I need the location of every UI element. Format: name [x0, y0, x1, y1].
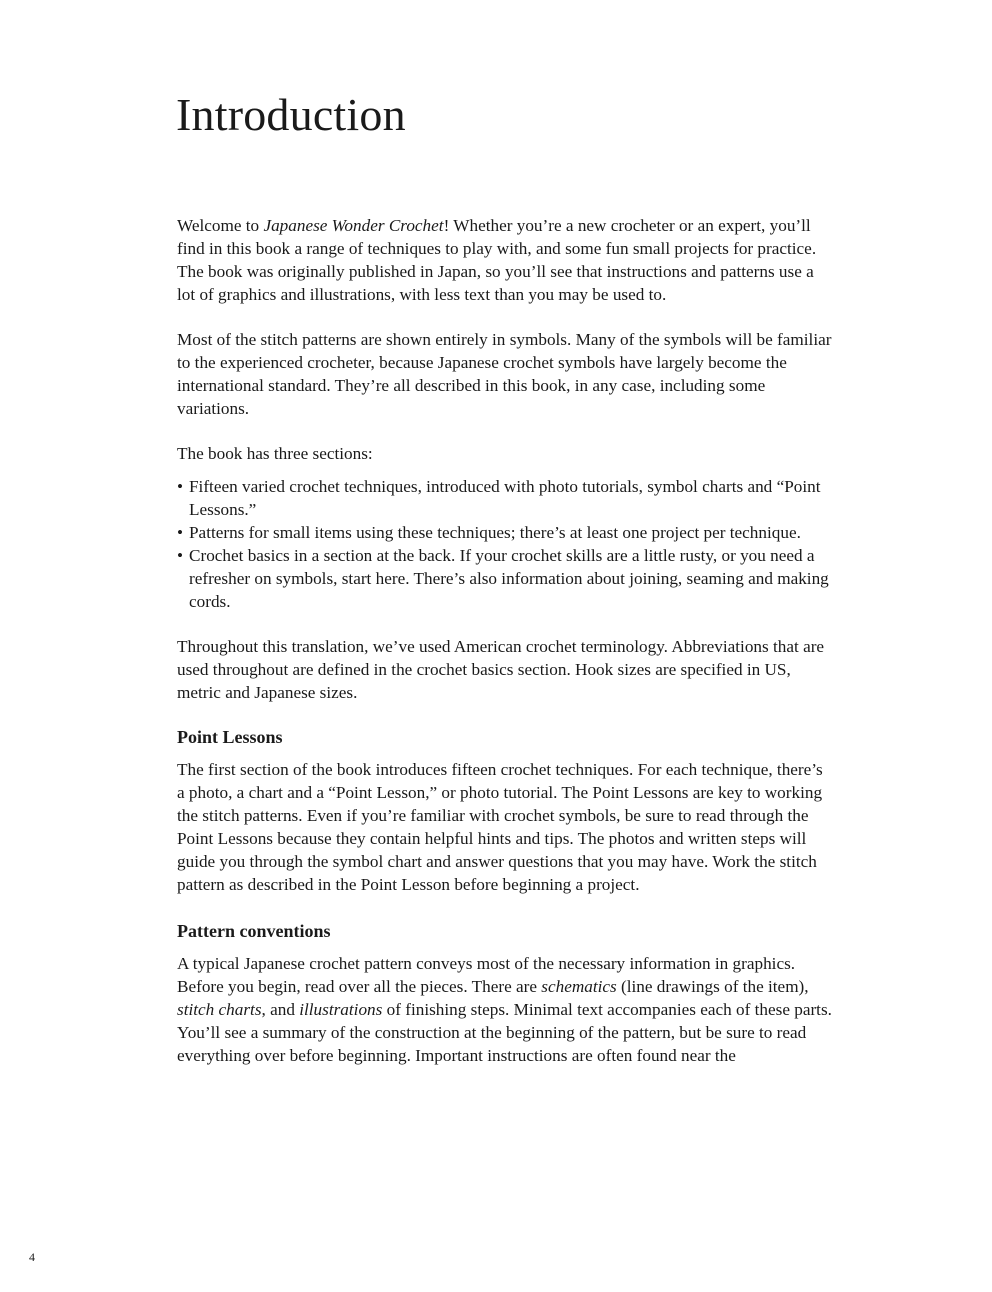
list-item: • Fifteen varied crochet techniques, introduced with photo tutorials, symbol charts and “Point Lessons.” — [177, 477, 821, 519]
book-title: Japanese Wonder Crochet — [263, 216, 444, 235]
sections-list — [177, 475, 832, 613]
page-number: 4 — [29, 1250, 35, 1264]
point-lessons-paragraph: The first section of the book introduces fifteen crochet techniques. For each technique, there’s a photo, a chart and a “Point Lesson,” or photo tutorial. The Point Lessons are key to working the stitch patterns. Even if you’re familiar with crochet symbols, be sure to read through the Point Lessons because they contain helpful hints and tips. The photos and written steps will guide you through the symbol chart and answer questions that you may have. Work the stitch pattern as described in the Point Lesson before beginning a project. — [177, 760, 823, 894]
term-stitch-charts: stitch charts — [177, 1000, 262, 1019]
point-lessons-heading: Point Lessons — [177, 727, 283, 747]
page-title: Introduction — [176, 89, 406, 140]
term-schematics: schematics — [541, 977, 617, 996]
pattern-conventions-paragraph: A typical Japanese crochet pattern conveys most of the necessary information in graphics. Before you begin, read over all the pieces. There are schematics (line drawings of the item), stitch charts, and illustrations of finishing steps. Minimal text accompanies each of these parts. You’ll see a summary of the construction at the beginning of the pattern, but be sure to read everything over before beginning. Important instructions are often found near the — [177, 954, 832, 1065]
bullet-icon: • — [177, 477, 184, 496]
welcome-paragraph: Welcome to Japanese Wonder Crochet! Whether you’re a new crocheter or an expert, you’ll find in this book a range of techniques to play with, and some fun small projects for practice. The book was originally published in Japan, so you’ll see that instructions and patterns use a lot of graphics and illustrations, with less text than you may be used to. — [177, 216, 817, 304]
terminology-paragraph: Throughout this translation, we’ve used American crochet terminology. Abbreviations that are used throughout are defined in the crochet basics section. Hook sizes are specified in US, metric and Japanese sizes. — [177, 637, 825, 702]
list-item: • Patterns for small items using these techniques; there’s at least one project per technique. — [177, 523, 801, 542]
pattern-conventions-heading: Pattern conventions — [177, 921, 331, 941]
bullet-icon: • — [177, 523, 184, 542]
sections-intro: The book has three sections: — [177, 444, 373, 463]
body-content — [177, 214, 832, 1089]
term-illustrations: illustrations — [299, 1000, 383, 1019]
symbols-paragraph: Most of the stitch patterns are shown entirely in symbols. Many of the symbols will be familiar to the experienced crocheter, because Japanese crochet symbols have largely become the international standard. They’re all described in this book, in any case, including some variations. — [177, 330, 832, 418]
list-item: • Crochet basics in a section at the back. If your crochet skills are a little rusty, or you need a refresher on symbols, start here. There’s also information about joining, seaming and making cords. — [177, 546, 829, 611]
bullet-icon: • — [177, 546, 184, 565]
